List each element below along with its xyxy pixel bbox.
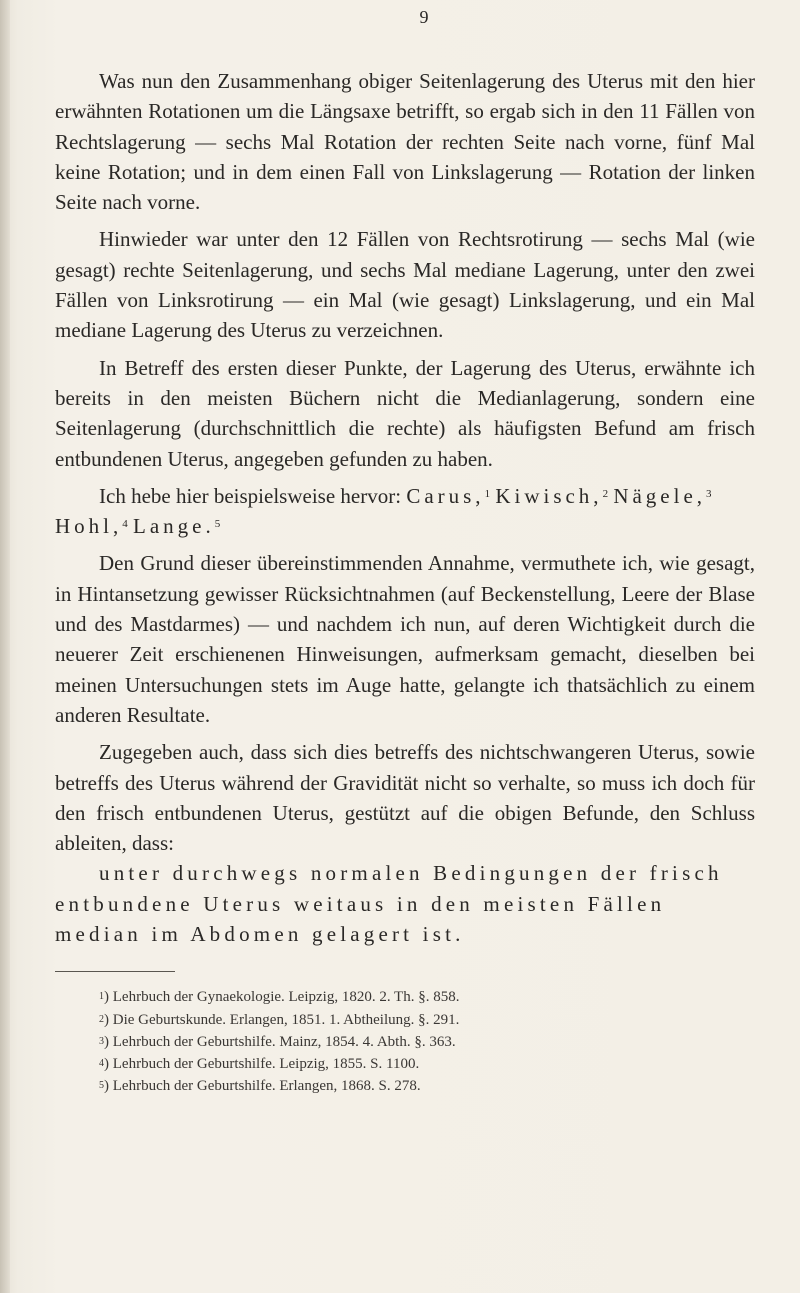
paragraph-2: Hinwieder war unter den 12 Fällen von Rechtsrotirung — sechs Mal (wie gesagt) rechte Seitenlagerung, und sechs Mal mediane Lagerung, unter den zwei Fällen von Linksrotirung — ein Mal (wie gesagt) Linkslagerung, und ein Mal mediane Lagerung des Uterus zu verzeichnen. [55, 227, 755, 343]
paragraph-6: Zugegeben auch, dass sich dies betreffs des nichtschwangeren Uterus, sowie betreffs des Uterus während der Gravidität nicht so verhalte, so muss ich doch für den frisch entbundenen Uterus, gestützt auf die obigen Befunde, den Schluss ableiten, dass: [55, 740, 755, 856]
footnote-ref-2: 2 [602, 487, 609, 500]
footnote-4: $^4$) Lehrbuch der Geburtshilfe. Leipzig, 1855. S. 1100. [99, 1055, 420, 1072]
page-number: 9 [419, 7, 429, 27]
footnote-text: Die Geburtskunde. Erlangen, 1851. 1. Abtheilung. §. 291. [112, 1011, 460, 1028]
footnote-mark: 2 [99, 1013, 104, 1025]
footnote-text: Lehrbuch der Geburtshilfe. Leipzig, 1855. S. 1100. [112, 1055, 420, 1072]
author-lange: Lange. [133, 514, 215, 539]
author-carus: Carus, [406, 483, 485, 508]
authors-lead: Ich hebe hier beispielsweise hervor: [99, 483, 402, 508]
footnote-mark: 1 [99, 991, 104, 1003]
paragraph-5: Den Grund dieser übereinstimmenden Annahme, vermuthete ich, wie gesagt, in Hintansetzung gewisser Rücksichtnahmen (auf Beckenstellung, Leere der Blase und des Mastdarmes) — und nachdem ich nun, auf deren Wichtigkeit durch die neuerer Zeit erschienenen Hinweisungen, aufmerksam gemacht, dieselben bei meinen Untersuchungen stets im Auge hatte, gelangte ich thatsächlich zu einem anderen Resultate. [55, 551, 755, 727]
footnotes [55, 986, 755, 1097]
footnote-1: $^1$) Lehrbuch der Gynaekologie. Leipzig, 1820. 2. Th. §. 858. [99, 989, 460, 1006]
paragraph-authors [55, 481, 755, 542]
footnote-ref-3: 3 [706, 487, 712, 500]
footnote-text: Lehrbuch der Geburtshilfe. Erlangen, 1868. S. 278. [112, 1078, 421, 1095]
footnote-2: $^2$) Die Geburtskunde. Erlangen, 1851. 1. Abtheilung. §. 291. [99, 1011, 460, 1028]
footnote-5: $^5$) Lehrbuch der Geburtshilfe. Erlangen, 1868. S. 278. [99, 1078, 421, 1095]
page-binding-shadow [0, 0, 10, 1293]
paragraph-1: Was nun den Zusammenhang obiger Seitenlagerung des Uterus mit den hier erwähnten Rotationen um die Längsaxe betrifft, so ergab sich in den 11 Fällen von Rechtslagerung — sechs Mal Rotation der rechten Seite nach vorne, fünf Mal keine Rotation; und in dem einen Fall von Linkslagerung — Rotation der linken Seite nach vorne. [55, 69, 755, 215]
footnote-mark: 4 [99, 1057, 104, 1069]
footnote-ref-1: 1 [484, 487, 491, 500]
footnote-text: Lehrbuch der Geburtshilfe. Mainz, 1854. 4. Abth. §. 363. [112, 1033, 456, 1050]
footnote-ref-4: 4 [122, 518, 128, 531]
footnote-divider [55, 971, 175, 972]
footnote-mark: 5 [99, 1080, 104, 1092]
author-naegele: Nägele, [613, 483, 707, 508]
footnote-ref-5: 5 [214, 518, 221, 531]
footnote-3: $^3$) Lehrbuch der Geburtshilfe. Mainz, 1854. 4. Abth. §. 363. [99, 1033, 456, 1050]
page-body [55, 66, 755, 1097]
author-hohl: Hohl, [55, 514, 123, 539]
paragraph-3: In Betreff des ersten dieser Punkte, der Lagerung des Uterus, erwähnte ich bereits in den meisten Büchern nicht die Medianlagerung, sondern eine Seitenlagerung (durchschnittlich die rechte) als häufigsten Befund am frisch entbundenen Uterus, angegeben gefunden zu haben. [55, 355, 755, 471]
footnote-mark: 3 [99, 1035, 104, 1047]
footnote-text: Lehrbuch der Gynaekologie. Leipzig, 1820. 2. Th. §. 858. [112, 989, 460, 1006]
conclusion-statement: unter durchwegs normalen Bedingungen der frisch entbundene Uterus weitaus in den meisten Fällen median im Abdomen gelagert ist. [55, 861, 723, 947]
author-kiwisch: Kiwisch, [495, 483, 603, 508]
